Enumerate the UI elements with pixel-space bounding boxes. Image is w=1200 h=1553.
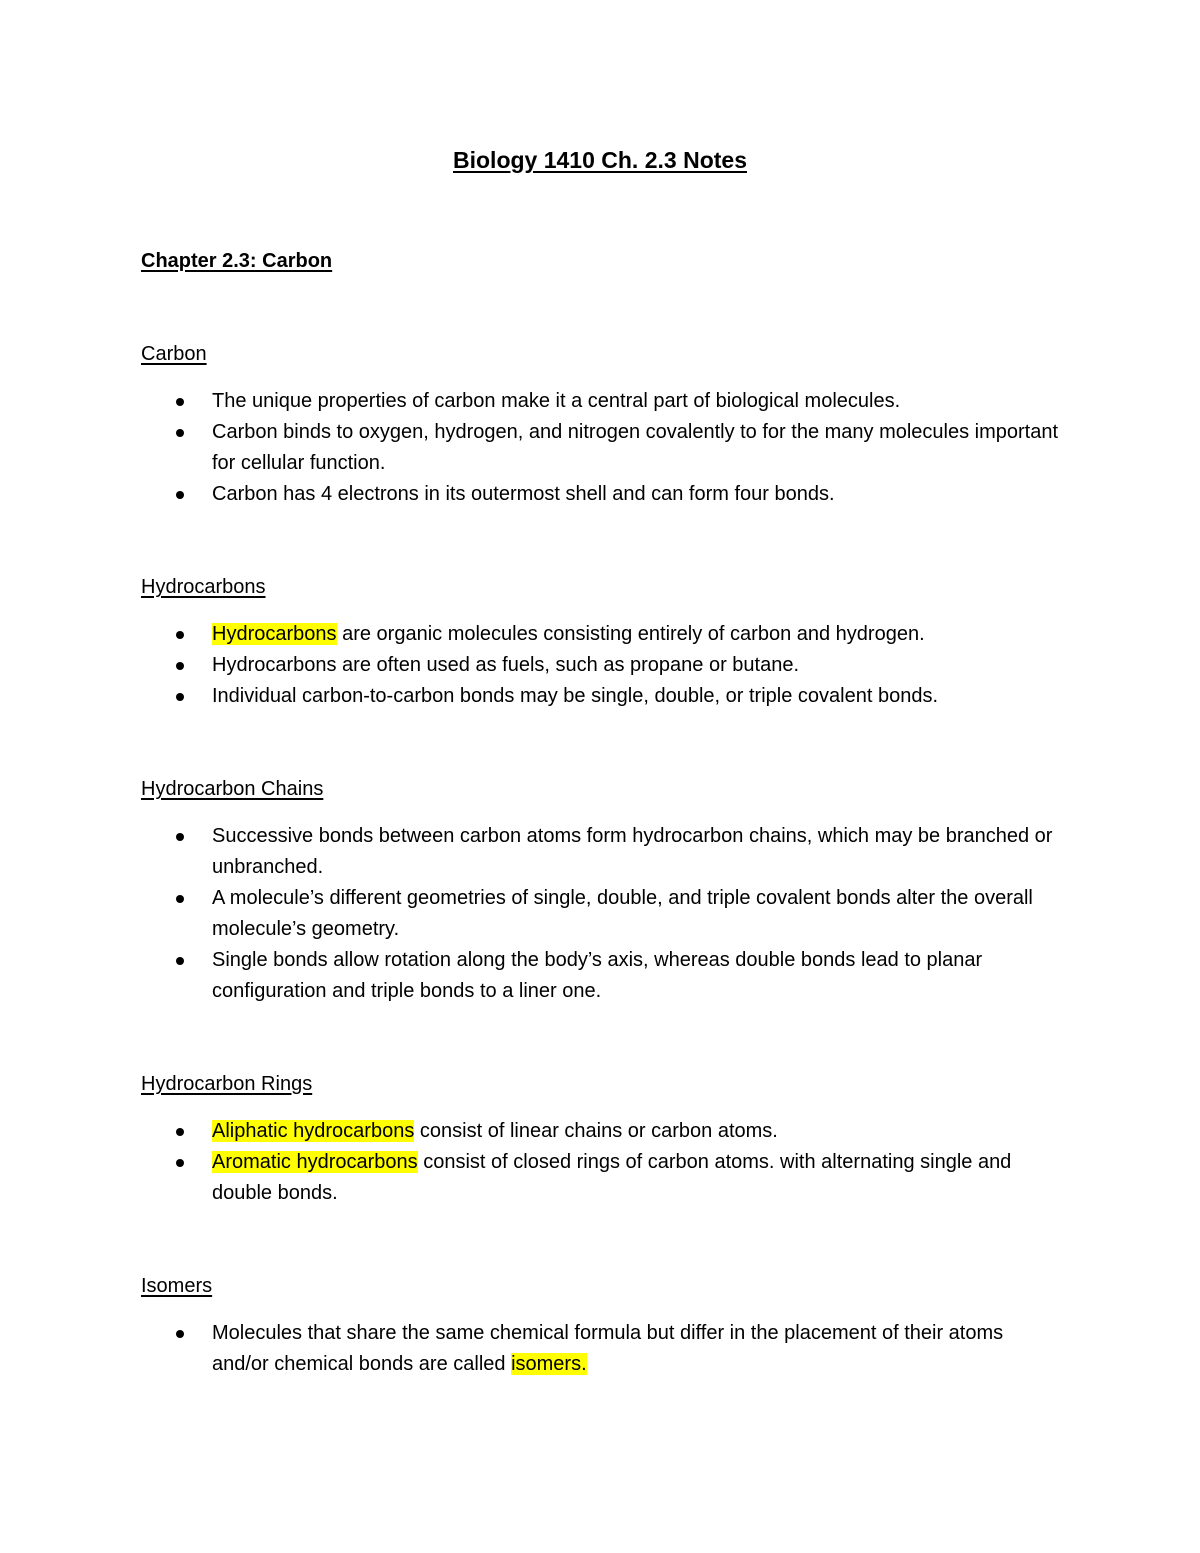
bullet-list-hydrocarbon-chains [141,821,1061,1007]
bullet-text: are organic molecules consisting entirely of carbon and hydrogen. [336,623,925,645]
chapter-heading: Chapter 2.3: Carbon [141,250,333,272]
bullet-text: Hydrocarbons are often used as fuels, such as propane or butane. [212,654,800,676]
bullet-icon [176,1128,184,1136]
bullet-item [141,821,1061,883]
bullet-list-carbon [141,386,1061,510]
section-heading-carbon: Carbon [141,343,207,365]
bullet-text: Carbon binds to oxygen, hydrogen, and nitrogen covalently to for the many molecules important for cellular function. [212,421,1059,474]
bullet-item [141,681,1061,712]
bullet-item [141,1147,1061,1209]
bullet-icon [176,631,184,639]
bullet-item [141,650,1061,681]
bullet-text: Carbon has 4 electrons in its outermost shell and can form four bonds. [212,483,835,505]
highlighted-term: Hydrocarbons [212,623,337,645]
section-heading-hydrocarbon-rings: Hydrocarbon Rings [141,1073,313,1095]
section-hydrocarbon-chains [141,775,1061,1007]
bullet-icon [176,398,184,406]
section-carbon [141,340,1061,510]
section-isomers [141,1272,1061,1380]
section-hydrocarbons [141,573,1061,712]
bullet-text: Individual carbon-to-carbon bonds may be single, double, or triple covalent bonds. [212,685,938,707]
section-heading-isomers: Isomers [141,1275,213,1297]
bullet-list-isomers [141,1318,1061,1380]
bullet-list-hydrocarbon-rings [141,1116,1061,1209]
section-heading-hydrocarbon-chains: Hydrocarbon Chains [141,778,324,800]
bullet-item [141,386,1061,417]
bullet-icon [176,491,184,499]
bullet-text: consist of linear chains or carbon atoms. [414,1120,778,1142]
bullet-icon [176,693,184,701]
document-title: Biology 1410 Ch. 2.3 Notes [453,147,747,173]
bullet-text: Single bonds allow rotation along the body’s axis, whereas double bonds lead to planar configuration and triple bonds to a liner one. [212,949,983,1002]
highlighted-term: isomers. [511,1353,587,1375]
bullet-icon [176,895,184,903]
bullet-text: Successive bonds between carbon atoms form hydrocarbon chains, which may be branched or unbranched. [212,825,1053,878]
bullet-item [141,619,1061,650]
bullet-item [141,945,1061,1007]
bullet-text: Molecules that share the same chemical formula but differ in the placement of their atoms and/or chemical bonds are called [212,1322,1004,1375]
highlighted-term: Aliphatic hydrocarbons [212,1120,415,1142]
section-heading-hydrocarbons: Hydrocarbons [141,576,266,598]
bullet-icon [176,662,184,670]
bullet-icon [176,429,184,437]
bullet-list-hydrocarbons [141,619,1061,712]
bullet-item [141,1116,1061,1147]
bullet-icon [176,957,184,965]
bullet-text: consist of closed rings of carbon atoms. with alternating single and double bonds. [212,1151,1012,1204]
bullet-item [141,479,1061,510]
bullet-item [141,417,1061,479]
bullet-icon [176,1330,184,1338]
highlighted-term: Aromatic hydrocarbons [212,1151,418,1173]
bullet-text: The unique properties of carbon make it a central part of biological molecules. [212,390,901,412]
bullet-item [141,1318,1061,1380]
bullet-text: A molecule’s different geometries of single, double, and triple covalent bonds alter the overall molecule’s geometry. [212,887,1033,940]
bullet-item [141,883,1061,945]
section-hydrocarbon-rings [141,1070,1061,1209]
bullet-icon [176,1159,184,1167]
bullet-icon [176,833,184,841]
